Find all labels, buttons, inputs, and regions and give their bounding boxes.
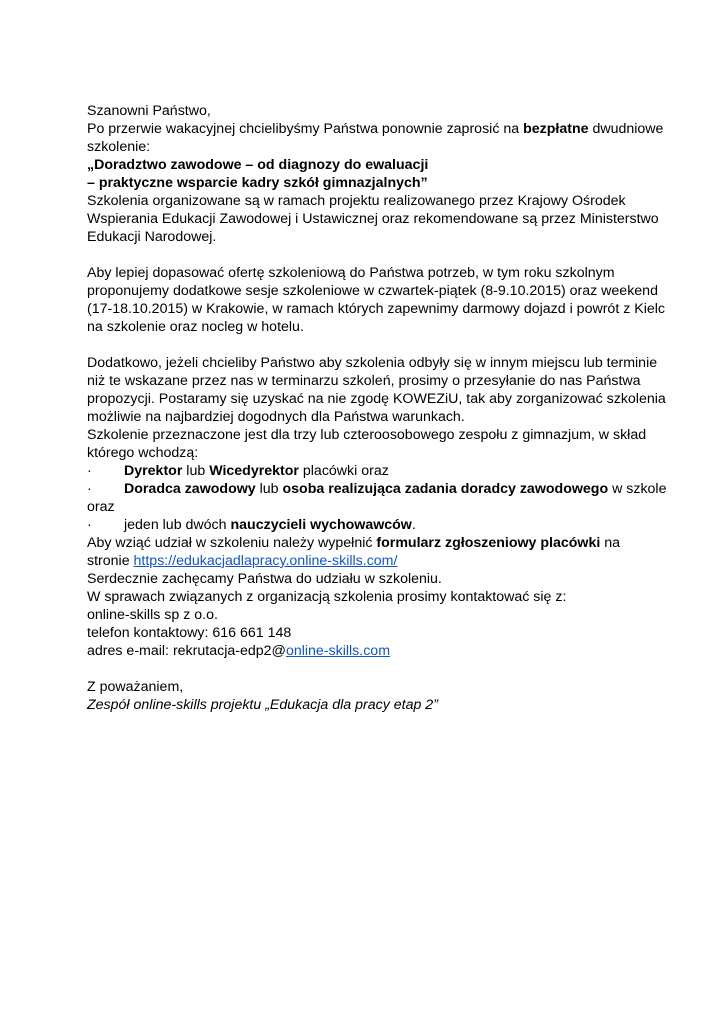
para3-line-3: propozycji. Postaramy się uzyskać na nie zgodę KOWEZiU, tak aby zorganizować szkolenia [87, 391, 666, 407]
training-title-text-2: – praktyczne wsparcie kadry szkół gimnazjalnych” [87, 175, 428, 191]
greeting: Szanowni Państwo, [87, 103, 211, 119]
form-page-label: stronie [87, 553, 134, 569]
team-line-1: Szkolenie przeznaczone jest dla trzy lub czteroosobowego zespołu z gimnazjum, w skład [87, 427, 647, 443]
intro-line-2: szkolenie: [87, 139, 151, 155]
contact-phone: telefon kontaktowy: 616 661 148 [87, 625, 292, 641]
para3-line-2: niż te wskazane przez nas w terminarzu szkoleń, prosimy o przesyłanie do nas Państwa [87, 373, 641, 389]
bullet-counselor-mid: lub [255, 481, 283, 497]
spacer [87, 246, 647, 264]
bullet-director-bold: Dyrektor [124, 463, 183, 479]
para1-line-3: Edukacji Narodowej. [87, 229, 217, 245]
intro-free-bold: bezpłatne [523, 121, 589, 137]
bullet-item-counselor [87, 480, 667, 498]
intro-line-1 [87, 120, 664, 138]
para3-line-4: możliwie na najbardziej dogodnych dla Państwa warunkach. [87, 409, 465, 425]
contact-intro-line: W sprawach związanych z organizacją szkolenia prosimy kontaktować się z: [87, 589, 567, 605]
para2-line-4: na szkolenie oraz nocleg w hotelu. [87, 319, 304, 335]
form-text-start: Aby wziąć udział w szkoleniu należy wypełnić [87, 535, 377, 551]
bullet-vicedirector-bold: Wicedyrektor [209, 463, 299, 479]
para3-line-1: Dodatkowo, jeżeli chcieliby Państwo aby szkolenia odbyły się w innym miejscu lub terminie [87, 355, 658, 371]
form-line-2 [87, 552, 647, 570]
letter-body [87, 102, 667, 714]
form-line-1 [87, 534, 647, 552]
bullet-teachers-bold: nauczycieli wychowawców [230, 517, 412, 533]
training-title-line-1 [87, 156, 647, 174]
bullet-director-end: placówki oraz [298, 463, 389, 479]
training-title-line-2 [87, 174, 647, 192]
email-domain-link[interactable]: online-skills.com [285, 643, 391, 659]
form-name-bold: formularz zgłoszeniowy placówki [376, 535, 601, 551]
bullet-item-teachers [87, 516, 647, 534]
form-text-end: na [600, 535, 621, 551]
bullet-dot-icon: · [87, 517, 92, 533]
bullet-teachers-start: jeden lub dwóch [124, 517, 231, 533]
para2-line-2: proponujemy dodatkowe sesje szkoleniowe w czwartek-piątek (8-9.10.2015) oraz weekend [87, 283, 658, 299]
para2-line-3: (17-18.10.2015) w Krakowie, w ramach których zapewnimy darmowy dojazd i powrót z Kielc [87, 301, 665, 317]
invite-line: Serdecznie zachęcamy Państwa do udziału w szkoleniu. [87, 571, 442, 587]
para1-line-2: Wspierania Edukacji Zawodowej i Ustawicznej oraz rekomendowane są przez Ministerstwo [87, 211, 659, 227]
company-name: online-skills sp z o.o. [87, 607, 218, 623]
bullet-counselor-role-bold: osoba realizująca zadania doradcy zawodowego [282, 481, 609, 497]
registration-link[interactable]: https://edukacjadlapracy.online-skills.com/ [133, 553, 398, 569]
regards: Z poważaniem, [87, 679, 184, 695]
email-prefix: adres e-mail: rekrutacja-edp2@ [87, 643, 286, 659]
intro-text: Po przerwie wakacyjnej chcielibyśmy Państwa ponownie zaprosić na [87, 121, 524, 137]
training-title-text-1: „Doradztwo zawodowe – od diagnozy do ewaluacji [87, 157, 429, 173]
bullet-dot-icon: · [87, 463, 92, 479]
bullet-dot-icon: · [87, 481, 92, 497]
bullet-counselor-bold: Doradca zawodowy [124, 481, 256, 497]
team-line-2: którego wchodzą: [87, 445, 199, 461]
bullet-counselor-continuation: oraz [87, 499, 115, 515]
bullet-teachers-end: . [411, 517, 416, 533]
signature-team: Zespół online-skills projektu „Edukacja dla pracy etap 2” [87, 697, 438, 713]
intro-text-end: dwudniowe [588, 121, 664, 137]
contact-email-line [87, 642, 647, 660]
bullet-director-mid: lub [182, 463, 210, 479]
para1-line-1: Szkolenia organizowane są w ramach projektu realizowanego przez Krajowy Ośrodek [87, 193, 626, 209]
spacer [87, 336, 647, 354]
spacer [87, 660, 647, 678]
bullet-item-director [87, 462, 647, 480]
para2-line-1: Aby lepiej dopasować ofertę szkoleniową do Państwa potrzeb, w tym roku szkolnym [87, 265, 615, 281]
bullet-counselor-end: w szkole [608, 481, 667, 497]
